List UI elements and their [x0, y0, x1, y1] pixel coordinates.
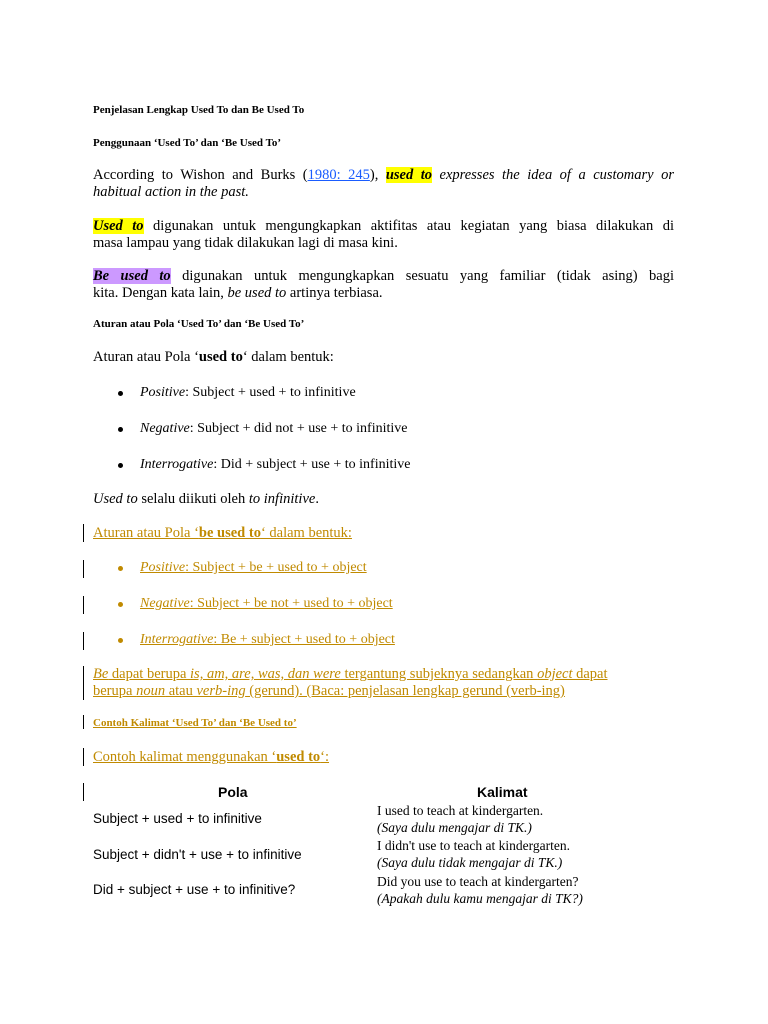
change-bar — [83, 748, 84, 766]
change-bar — [83, 783, 84, 801]
change-bar — [83, 596, 84, 614]
section-heading-contoh: Contoh Kalimat ‘Used To’ dan ‘Be Used to’ — [93, 717, 297, 729]
bullet-be-negative: Negative: Subject + be not + used to + object — [140, 596, 393, 611]
example-intro: Contoh kalimat menggunakan ‘used to‘: — [93, 749, 330, 765]
bullet-negative: Negative: Subject + did not + use + to infinitive — [140, 421, 408, 436]
bullet-dot — [118, 638, 123, 643]
bullet-dot — [118, 391, 123, 396]
paragraph-wishon-burks: According to Wishon and Burks (1980: 245), used to expresses the idea of a customary or habitual action in the past. — [93, 167, 674, 200]
table-header-pola: Pola — [218, 784, 248, 800]
bullet-interrogative: Interrogative: Did + subject + use + to infinitive — [140, 457, 411, 472]
section-heading-penggunaan: Penggunaan ‘Used To’ dan ‘Be Used To’ — [93, 137, 282, 149]
table-cell-pola: Did + subject + use + to infinitive? — [93, 882, 296, 897]
table-cell-pola: Subject + didn't + use + to infinitive — [93, 847, 302, 862]
change-bar — [83, 715, 84, 729]
table-cell-kalimat: I used to teach at kindergarten. (Saya dulu mengajar di TK.) — [377, 803, 544, 835]
table-cell-pola: Subject + used + to infinitive — [93, 811, 262, 826]
rule-be-used-to: Aturan atau Pola ‘be used to‘ dalam bentuk: — [93, 525, 352, 541]
rule-used-to: Aturan atau Pola ‘used to‘ dalam bentuk: — [93, 349, 334, 365]
table-cell-kalimat: Did you use to teach at kindergarten? (Apakah dulu kamu mengajar di TK?) — [377, 874, 583, 906]
change-bar — [83, 524, 84, 542]
bullet-be-positive: Positive: Subject + be + used to + object — [140, 560, 367, 575]
bullet-dot — [118, 427, 123, 432]
change-bar — [83, 632, 84, 650]
highlight-be-used-to: Be used to — [93, 268, 171, 284]
change-bar — [83, 666, 84, 700]
highlight-used-to: used to — [385, 167, 433, 183]
citation-link[interactable]: 1980: 245 — [307, 167, 370, 183]
paragraph-be-used-to-definition: Be used to digunakan untuk mengungkapkan sesuatu yang familiar (tidak asing) bagi kita. Dengan kata lain, be used to artinya terbiasa. — [93, 268, 674, 301]
document-title: Penjelasan Lengkap Used To dan Be Used To — [93, 104, 305, 116]
paragraph-used-to-definition: Used to digunakan untuk mengungkapkan aktifitas atau kegiatan yang biasa dilakukan di masa lampau yang tidak dilakukan lagi di masa kini. — [93, 218, 674, 251]
highlight-used-to-2: Used to — [93, 218, 144, 234]
note-used-to: Used to selalu diikuti oleh to infinitive. — [93, 491, 319, 507]
bullet-positive: Positive: Subject + used + to infinitive — [140, 385, 356, 400]
bullet-dot — [118, 463, 123, 468]
note-be-forms: Be dapat berupa is, am, are, was, dan were tergantung subjeknya sedangkan object dapat berupa noun atau verb-ing (gerund). (Baca: penjelasan lengkap gerund (verb-ing) — [93, 666, 608, 699]
bullet-be-interrogative: Interrogative: Be + subject + used to + object — [140, 632, 395, 647]
section-heading-aturan: Aturan atau Pola ‘Used To’ dan ‘Be Used To’ — [93, 318, 305, 330]
change-bar — [83, 560, 84, 578]
bullet-dot — [118, 566, 123, 571]
bullet-dot — [118, 602, 123, 607]
table-header-kalimat: Kalimat — [477, 784, 528, 800]
table-cell-kalimat: I didn't use to teach at kindergarten. (Saya dulu tidak mengajar di TK.) — [377, 838, 570, 870]
